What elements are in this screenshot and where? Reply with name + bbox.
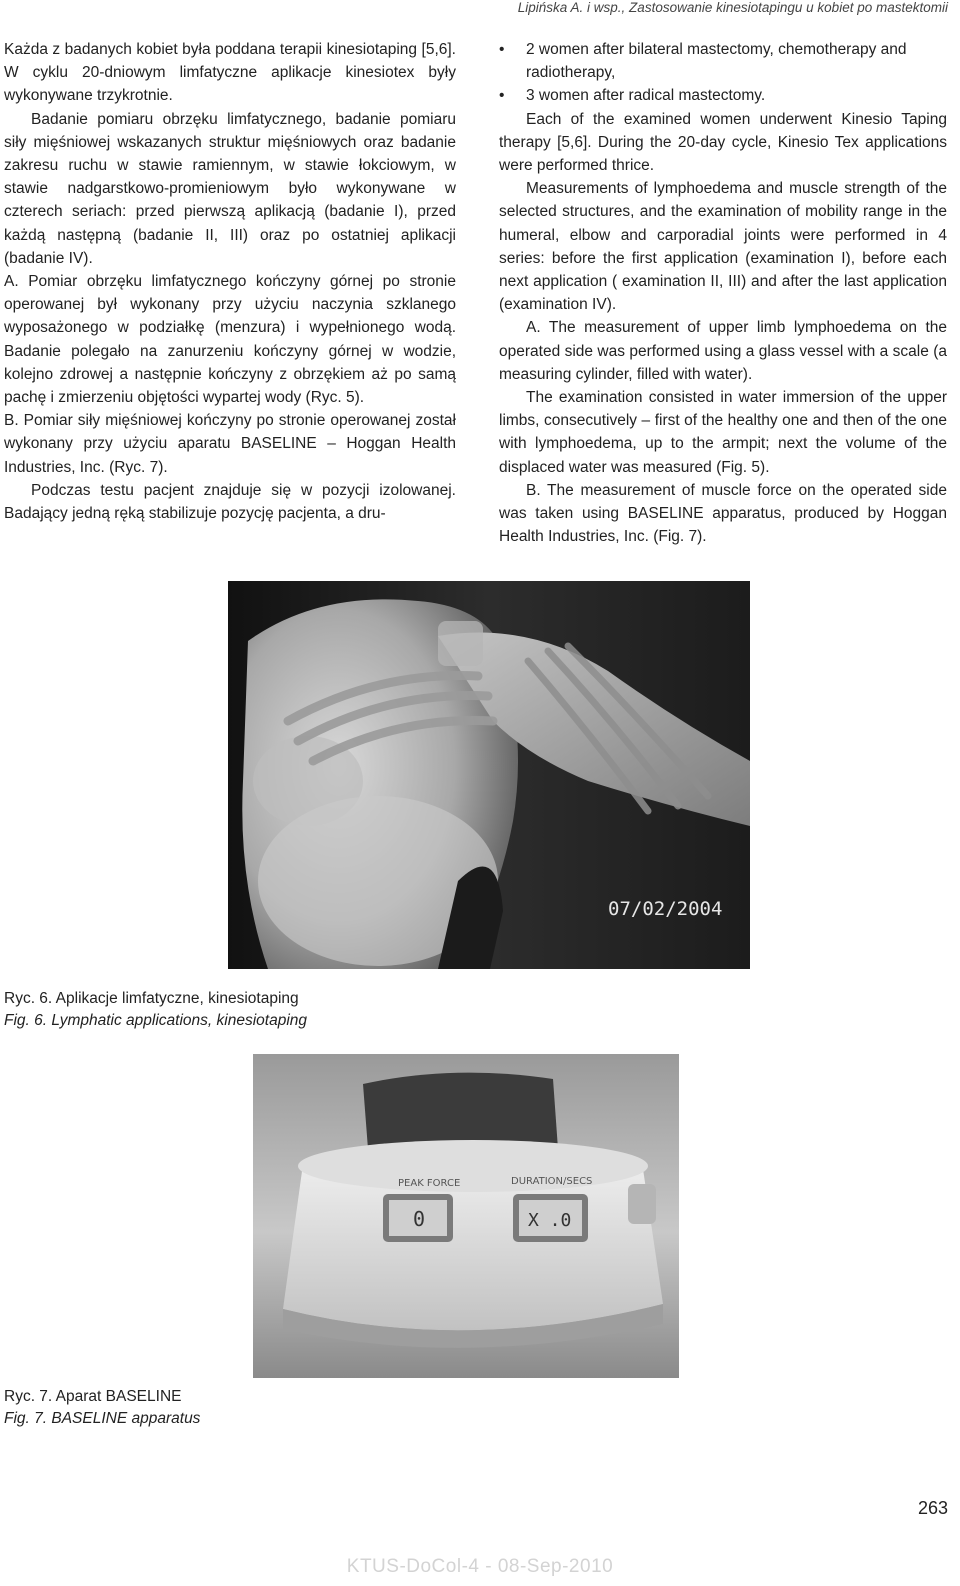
running-head: Lipińska A. i wsp., Zastosowanie kinesiotapingu u kobiet po mastektomii xyxy=(517,0,948,15)
figure-7-caption xyxy=(4,1386,200,1430)
left-paragraph-1: Każda z badanych kobiet była poddana terapii kinesiotaping [5,6]. W cyklu 20-dniowym limfatyczne aplikacje kinesiotex były wykonywane trzykrotnie. xyxy=(4,41,456,105)
right-paragraph-3: A. The measurement of upper limb lymphoedema on the operated side was performed using a glass vessel with a scale (a measuring cylinder, filled with water). xyxy=(499,319,947,383)
bullet-icon: • xyxy=(499,41,505,58)
torso-photo-illustration xyxy=(228,581,750,969)
page-number: 263 xyxy=(917,1498,948,1518)
right-column xyxy=(499,38,947,548)
bullet-item: • 2 women after bilateral mastectomy, chemotherapy and radiotherapy, xyxy=(499,38,947,84)
left-paragraph-3: A. Pomiar obrzęku limfatycznego kończyny górnej po stronie operowanej był wykonany przy użyciu naczynia szklanego wyposażonego w podziałkę (menzura) i wypełnionego wodą. Badanie polegało na zanurzeniu kończyny górnej w wodzie, kolejno zdrowej a następnie kończyny z obrzękiem aż po samą pachę i zmierzeniu objętości wypartej wody (Ryc. 5). xyxy=(4,273,456,407)
duration-label: DURATION/SECS xyxy=(511,1176,593,1187)
left-column xyxy=(4,38,456,525)
photo-date-stamp: 07/02/2004 xyxy=(608,898,723,920)
bullet-list xyxy=(499,38,947,108)
watermark: KTUS-DoCol-4 - 08-Sep-2010 xyxy=(346,1556,614,1577)
figure-6-photo xyxy=(228,581,750,969)
peak-force-display: 0 xyxy=(413,1207,426,1231)
bullet-item: • 3 women after radical mastectomy. xyxy=(499,84,947,107)
right-paragraph-5: B. The measurement of muscle force on the operated side was taken using BASELINE apparatus, produced by Hoggan Health Industries, Inc. (Fig. 7). xyxy=(499,481,947,546)
figure-6-caption-polish: Ryc. 6. Aplikacje limfatyczne, kinesiotaping xyxy=(4,990,299,1007)
right-paragraph-1: Each of the examined women underwent Kinesio Taping therapy [5,6]. During the 20-day cycle, Kinesio Tex applications were performed thrice. xyxy=(499,110,947,175)
duration-display: X .0 xyxy=(528,1210,572,1231)
figure-6-caption-english: Fig. 6. Lymphatic applications, kinesiotaping xyxy=(4,1012,307,1029)
peak-force-label: PEAK FORCE xyxy=(398,1178,461,1189)
right-paragraph-4: The examination consisted in water immersion of the upper limbs, consecutively – first of the healthy one and then of the one with lymphoedema, up to the armpit; next the volume of the displaced water was measured (Fig. 5). xyxy=(499,389,947,476)
left-paragraph-4: B. Pomiar siły mięśniowej kończyny po stronie operowanej został wykonany przy użyciu aparatu BASELINE – Hoggan Health Industries, Inc. (Ryc. 7). xyxy=(4,412,456,476)
figure-7-photo xyxy=(253,1054,679,1378)
figure-7-caption-english: Fig. 7. BASELINE apparatus xyxy=(4,1410,201,1427)
figure-7-caption-polish: Ryc. 7. Aparat BASELINE xyxy=(4,1388,182,1405)
figure-6-caption xyxy=(4,988,307,1032)
left-paragraph-5: Podczas testu pacjent znajduje się w pozycji izolowanej. Badający jedną ręką stabilizuje pozycję pacjenta, a dru- xyxy=(4,481,456,523)
baseline-apparatus-illustration xyxy=(253,1054,679,1378)
right-paragraph-2: Measurements of lymphoedema and muscle strength of the selected structures, and the examination of mobility range in the humeral, elbow and carporadial joints were performed in 4 series: before the first application (examination I), before each next application ( examination II, III) and after the last application (examination IV). xyxy=(499,180,947,314)
left-paragraph-2: Badanie pomiaru obrzęku limfatycznego, badanie pomiaru siły mięśniowej wskazanych struktur mięśniowych oraz badanie zakresu ruchu w stawie ramiennym, w stawie łokciowym, w stawie nadgarstkowo-promieniowym było wykonywane w czterech seriach: przed pierwszą aplikacją (badanie I), przed każdą następną (badanie II, III) oraz po ostatniej aplikacji (badanie IV). xyxy=(4,110,456,267)
bullet-icon: • xyxy=(499,87,505,105)
